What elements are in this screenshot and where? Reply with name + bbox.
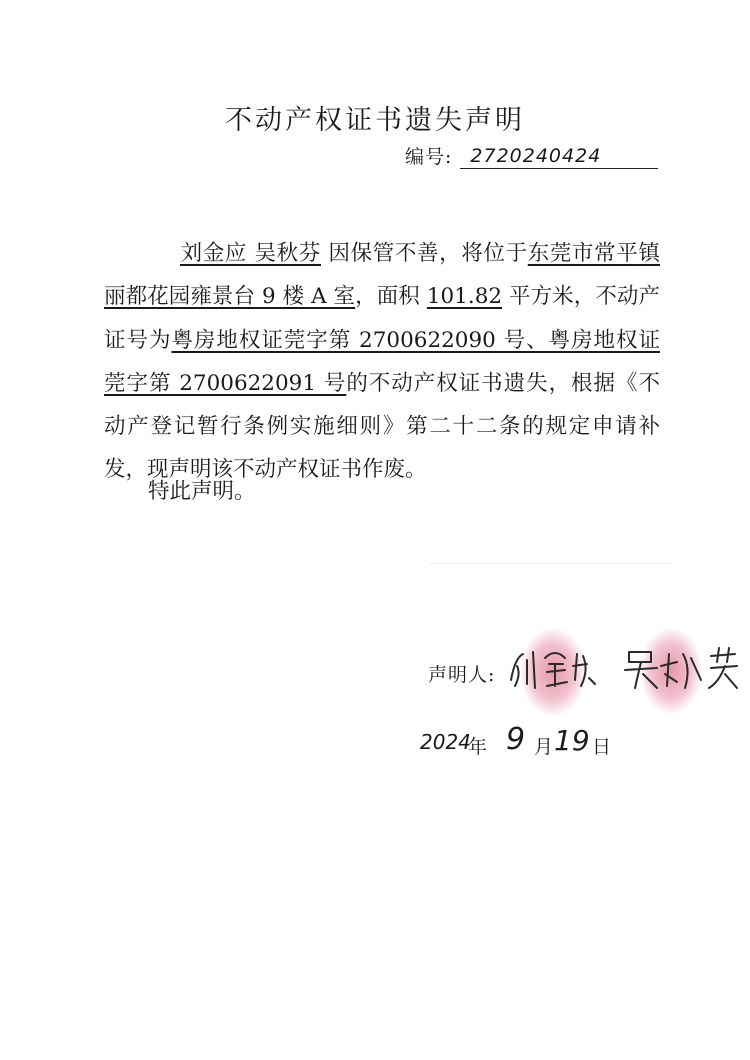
number-label: 编号: [405,146,453,168]
number-value: 2720240424 [460,145,658,169]
owner-names: 刘金应 吴秋芬 [180,241,321,266]
date-year-label: 年 [468,736,488,758]
faint-line [430,563,670,564]
body-text-1: 因保管不善，将位于 [328,241,528,266]
body-text-2: ，面积 [355,284,420,310]
handwritten-signature [505,640,745,696]
date-day-label: 日 [592,736,612,758]
closing-text: 特此声明。 [148,479,256,504]
document-title: 不动产权证书遗失声明 [225,105,525,136]
area-value: 101.82 [426,284,503,310]
certificate-numbers-2: 莞字第 2700622091 号 [104,370,347,396]
address-part-1: 东莞市常平 [527,241,639,266]
address-part-2: 镇丽都花园雍景台 9 楼 A 室 [104,241,660,310]
date-day: 19 [554,724,590,757]
document-number-row [405,142,658,169]
body-text-3: 平方米，不动产证号为 [104,284,660,353]
date-month: 9 [506,722,526,757]
date-year: 2024 [420,730,471,754]
statement-body [104,232,660,492]
statement-paragraph [104,232,660,492]
declarant-label: 声明人: [428,664,496,686]
date-month-label: 月 [534,736,554,758]
certificate-numbers-1: 粤房地权证莞字第 2700622090 号、粤房地权证 [171,327,660,353]
body-text-4: 的不动产权证书遗失，根据《不动产登记暂行条例实施细则》第二十二条的规定申请补发，现声明该不动产权证书作废。 [104,370,660,483]
